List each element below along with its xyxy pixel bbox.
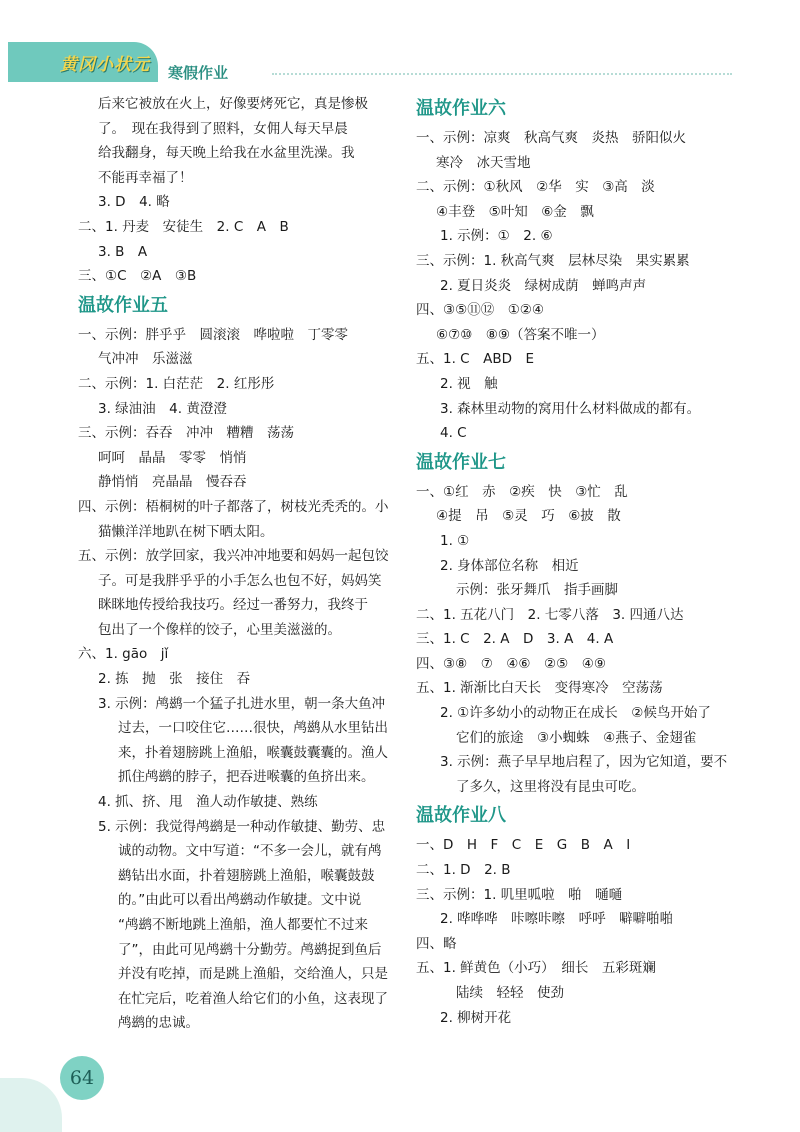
- answer-line: 一、①红 赤 ②疾 快 ③忙 乱: [416, 483, 628, 500]
- answer-line: 来，扑着翅膀跳上渔船，喉囊鼓囊囊的。渔人: [118, 744, 388, 761]
- answer-line: 2. 夏日炎炎 绿树成荫 蝉鸣声声: [440, 277, 647, 294]
- answer-line: 2. 身体部位名称 相近: [440, 557, 579, 574]
- answer-line: 3. 绿油油 4. 黄澄澄: [98, 400, 227, 417]
- answer-line: 给我翻身，每天晚上给我在水盆里洗澡。我: [98, 145, 355, 162]
- answer-line: 三、1. C 2. A D 3. A 4. A: [416, 631, 614, 648]
- answer-line: 四、略: [416, 935, 457, 952]
- answer-line: 的。”由此可以看出鸬鹚动作敏捷。文中说: [118, 892, 362, 909]
- answer-line: 陆续 轻轻 使劲: [456, 985, 564, 1001]
- answer-line: 了”，由此可见鸬鹚十分勤劳。鸬鹚捉到鱼后: [118, 941, 382, 958]
- answer-line: ④丰登 ⑤叶知 ⑥金 飘: [436, 203, 594, 220]
- answer-line: 3. D 4. 略: [98, 194, 170, 211]
- answer-line: 4. 抓、挤、甩 渔人动作敏捷、熟练: [98, 794, 318, 811]
- answer-line: 寒冷 冰天雪地: [436, 154, 531, 171]
- answer-line: 四、示例：梧桐树的叶子都落了，树枝光秃秃的。小: [78, 498, 389, 515]
- answer-line: 三、示例：吞吞 冲冲 糟糟 荡荡: [78, 425, 294, 442]
- answer-line: 二、1. 五花八门 2. 七零八落 3. 四通八达: [416, 606, 684, 623]
- answer-line: 呵呵 晶晶 零零 悄悄: [98, 449, 247, 466]
- answer-line: 四、③⑧ ⑦ ④⑥ ②⑤ ④⑨: [416, 655, 606, 672]
- answer-line: 二、示例：1. 白茫茫 2. 红彤彤: [78, 375, 275, 392]
- answer-line: 过去，一口咬住它……很快，鸬鹚从水里钻出: [118, 720, 388, 737]
- answer-line: 不能再幸福了！: [98, 169, 193, 186]
- answer-line: 一、示例：胖乎乎 圆滚滚 哗啦啦 丁零零: [78, 326, 348, 343]
- answer-line: “鸬鹚不断地跳上渔船，渔人都要忙不过来: [118, 917, 368, 933]
- answer-line: ⑥⑦⑩ ⑧⑨（答案不唯一）: [436, 326, 605, 343]
- answer-line: 二、示例：①秋风 ②华 实 ③高 淡: [416, 179, 655, 196]
- answer-line: 5. 示例：我觉得鸬鹚是一种动作敏捷、勤劳、忠: [98, 818, 386, 835]
- answer-line: 五、1. 渐渐比白天长 变得寒冷 空荡荡: [416, 680, 663, 697]
- answer-line: 六、1. gāo jǐ: [78, 646, 169, 663]
- answer-line: 3. 示例：鸬鹚一个猛子扎进水里，朝一条大鱼冲: [98, 695, 386, 712]
- answer-line: 一、示例：凉爽 秋高气爽 炎热 骄阳似火: [416, 130, 686, 146]
- section-heading: 温故作业五: [78, 294, 168, 316]
- header-divider: [272, 73, 732, 75]
- answer-line: 诚的动物。文中写道：“不多一会儿，就有鸬: [118, 843, 382, 860]
- answer-line: 2. 视 触: [440, 375, 498, 392]
- answer-line: 五、示例：放学回家，我兴冲冲地要和妈妈一起包饺: [78, 548, 389, 565]
- brand-logo: 黄冈小状元: [60, 55, 150, 75]
- section-heading: 温故作业八: [416, 805, 506, 827]
- answer-line: 了。 现在我得到了照料，女佣人每天早晨: [98, 120, 348, 137]
- section-heading: 温故作业六: [416, 98, 506, 119]
- answer-line: 子。可是我胖乎乎的小手怎么也包不好，妈妈笑: [98, 572, 382, 589]
- page-number: 64: [60, 1056, 104, 1100]
- answer-line: 它们的旅途 ③小蜘蛛 ④燕子、金翅雀: [456, 729, 697, 746]
- answer-line: 2. 哗哗哗 咔嚓咔嚓 呼呼 噼噼啪啪: [440, 911, 674, 928]
- answer-line: 2. ①许多幼小的动物正在成长 ②候鸟开始了: [440, 705, 711, 722]
- section-heading: 温故作业七: [416, 451, 506, 473]
- answer-line: 五、1. 鲜黄色（小巧） 细长 五彩斑斓: [416, 960, 656, 977]
- answer-line: 1. ①: [440, 532, 470, 549]
- answer-line: 包出了一个像样的饺子，心里美滋滋的。: [98, 621, 341, 638]
- answer-line: 鹚钻出水面，扑着翅膀跳上渔船，喉囊鼓鼓: [118, 867, 375, 884]
- left-column: [78, 92, 396, 1036]
- answer-line: 一、D H F C E G B A I: [416, 837, 631, 854]
- answer-line: 在忙完后，吃着渔人给它们的小鱼，这表现了: [118, 990, 388, 1007]
- answer-line: 后来它被放在火上，好像要烤死它，真是惨极: [98, 96, 368, 112]
- answer-line: 4. C: [440, 425, 467, 442]
- answer-line: 2. 拣 抛 张 接住 吞: [98, 671, 251, 688]
- answer-line: 1. 示例：① 2. ⑥: [440, 228, 553, 245]
- answer-line: 静悄悄 亮晶晶 慢吞吞: [98, 474, 247, 491]
- answer-line: 三、示例：1. 秋高气爽 层林尽染 果实累累: [416, 252, 690, 269]
- corner-decoration: [0, 1078, 62, 1132]
- answer-line: 3. 示例：燕子早早地启程了，因为它知道，要不: [440, 754, 728, 771]
- answer-line: 3. 森林里动物的窝用什么材料做成的都有。: [440, 400, 701, 417]
- answer-line: 气冲冲 乐滋滋: [98, 351, 193, 368]
- answer-line: 二、1. 丹麦 安徒生 2. C A B: [78, 218, 289, 235]
- answer-line: 眯眯地传授给我技巧。经过一番努力，我终于: [98, 597, 368, 614]
- right-column: [416, 92, 751, 1030]
- answer-line: 五、1. C ABD E: [416, 351, 535, 368]
- answer-line: ④提 吊 ⑤灵 巧 ⑥披 散: [436, 508, 621, 525]
- answer-line: 三、示例：1. 叽里呱啦 啪 嗵嗵: [416, 886, 623, 903]
- answer-line: 2. 柳树开花: [440, 1009, 512, 1026]
- answer-line: 三、①C ②A ③B: [78, 268, 197, 285]
- answer-line: 鸬鹚的忠诚。: [118, 1015, 199, 1032]
- answer-line: 二、1. D 2. B: [416, 862, 511, 879]
- answer-line: 示例：张牙舞爪 指手画脚: [456, 582, 618, 599]
- answer-line: 抓住鸬鹚的脖子，把吞进喉囊的鱼挤出来。: [118, 769, 375, 786]
- answer-line: 了多久，这里将没有昆虫可吃。: [456, 778, 645, 795]
- answer-line: 并没有吃掉，而是跳上渔船，交给渔人，只是: [118, 966, 388, 983]
- book-subtitle: 寒假作业: [168, 64, 229, 82]
- answer-line: 四、③⑤⑪⑫ ①②④: [416, 302, 545, 319]
- answer-line: 3. B A: [98, 243, 148, 260]
- answer-line: 猫懒洋洋地趴在树下晒太阳。: [98, 523, 274, 540]
